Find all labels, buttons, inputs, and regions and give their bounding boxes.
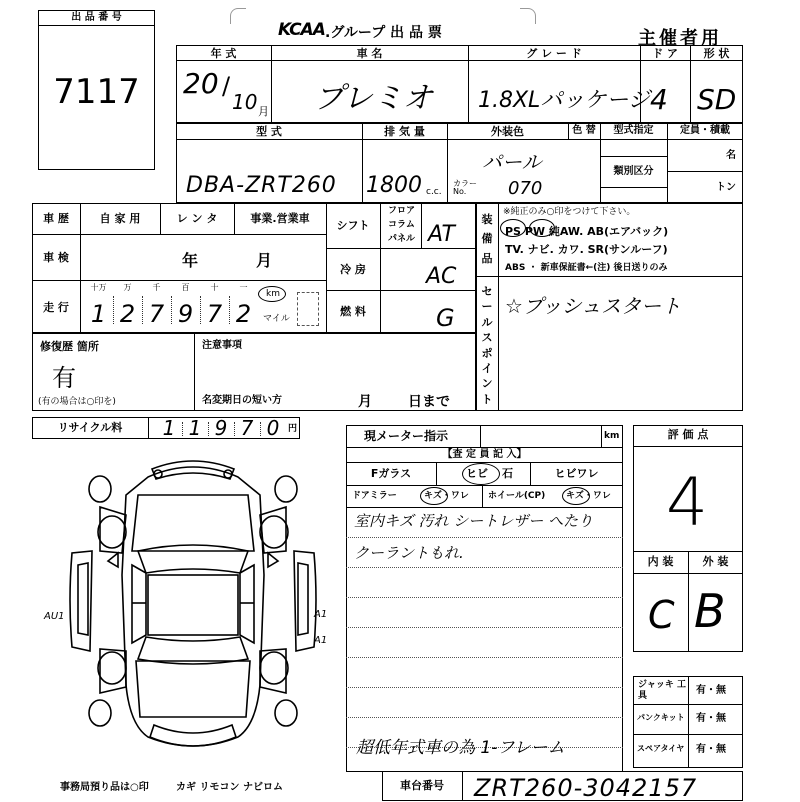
car-body-outline — [122, 467, 264, 746]
fglass-break-option[interactable]: ヒビワレ — [554, 467, 599, 480]
fglass-mark — [462, 463, 500, 485]
body-type-label: 形 状 — [703, 47, 730, 60]
model-designation-label: 型式指定 — [613, 125, 654, 136]
wheel-label: ホイール(CP) — [488, 491, 546, 501]
ruled-line — [346, 687, 623, 688]
windshield — [138, 545, 248, 573]
repair-label: 修復歴 箇所 — [40, 340, 99, 353]
mileage-divider — [200, 296, 201, 324]
spare-right-tire — [275, 476, 297, 502]
office-items-list: カギ リモコン ナビロム — [176, 782, 283, 793]
mirror-circle — [420, 487, 448, 505]
remark-line3: 超低年式車の為 1-フレーム — [356, 738, 565, 758]
mileage-divider — [229, 296, 230, 324]
mile-checkbox[interactable] — [297, 292, 319, 326]
puncture-yes-no[interactable]: 有・無 — [696, 713, 726, 724]
month-unit: 月 — [258, 105, 269, 118]
wheel-damage[interactable]: キズ・ワレ — [566, 491, 611, 501]
grade-label: グ レ ー ド — [526, 47, 582, 60]
ruled-line — [346, 717, 623, 718]
trunk — [136, 661, 250, 717]
damage-mark-left: AU1 — [44, 611, 65, 622]
meter-km: km — [604, 431, 620, 441]
sales-point-vertical-label: セールスポイント — [481, 285, 493, 406]
mileage-digit: 7 — [148, 300, 165, 328]
mile-unit: マイル — [263, 314, 290, 324]
equipment-vertical-label: 装備品 — [481, 213, 493, 265]
recycle-digit: 0 — [266, 416, 280, 440]
meter-label: 現メーター指示 — [364, 429, 449, 443]
name-change-label: 名変期日の短い方 — [202, 395, 282, 406]
caution-label: 注意事項 — [202, 340, 242, 351]
shift-label: シフト — [336, 219, 370, 232]
doors-label: ド ア — [652, 47, 678, 60]
history-label: 車 歴 — [43, 212, 69, 225]
inspection-label: 車 検 — [43, 251, 69, 264]
year-slash: / — [222, 72, 231, 100]
mileage-digit: 2 — [235, 300, 252, 328]
rear-bumper — [150, 725, 236, 746]
color-no-value: 070 — [508, 178, 543, 199]
spare-label: スペアタイヤ — [637, 744, 685, 753]
ac-value: AC — [426, 264, 457, 289]
name-change-day: 日まで — [408, 394, 450, 410]
doors-value: 4 — [650, 83, 668, 116]
mileage-digit-label: 十 — [210, 283, 219, 292]
spare-bl-tire — [89, 700, 111, 726]
grade-value: 1.8XLパッケージ — [478, 88, 650, 113]
lot-label: 出 品 番 号 — [71, 12, 122, 23]
pw-circle — [529, 219, 555, 237]
equipment-line2: TV. ナビ. カワ. SR(サンルーフ) — [505, 243, 668, 256]
office-items-label: 事務局預り品は○印 — [60, 782, 149, 793]
mileage-digit-label: 千 — [152, 283, 161, 292]
unit-ton: トン — [716, 182, 736, 193]
door-mirror-damage[interactable]: キズ・ワレ — [424, 491, 469, 501]
repair-note: (有の場合は○印を) — [38, 397, 116, 407]
wheel-circle — [562, 487, 590, 505]
front-right-tire — [260, 516, 288, 548]
month-value: 10 — [232, 90, 258, 114]
equipment-line3: ABS ・ 新車保証書←(注) 後日送りのみ — [505, 263, 668, 273]
exterior-grade: B — [694, 584, 726, 638]
model-value: DBA-ZRT260 — [186, 173, 337, 198]
car-damage-diagram — [60, 455, 350, 775]
inspection-month-unit: 月 — [256, 251, 273, 270]
recycle-label: リサイクル料 — [57, 421, 123, 434]
equipment-note: ※純正のみ○印をつけて下さい。 — [503, 207, 636, 217]
fuel-value: G — [436, 304, 455, 332]
equipment-line1: PS PW 純AW. AB(エアバック) — [505, 225, 669, 238]
remark-line1: 室内キズ 汚れ シートレザー へたり — [354, 512, 594, 530]
color-no-label: カラー No. — [453, 179, 477, 196]
ruled-line — [346, 657, 623, 658]
km-unit: km — [266, 289, 280, 299]
roof — [148, 575, 238, 635]
year-value: 20 — [183, 67, 219, 100]
cc-unit: c.c. — [426, 187, 442, 197]
recycle-divider — [260, 422, 261, 436]
ps-circle — [500, 219, 526, 237]
capacity-label: 定員・積載 — [680, 125, 730, 136]
damage-mark-right-bottom: A1 — [314, 635, 328, 646]
chassis-value: ZRT260-3042157 — [474, 774, 698, 802]
rear-left-tire — [98, 652, 126, 684]
recycle-digit: 7 — [240, 416, 254, 440]
fglass-label: Fガラス — [370, 467, 412, 480]
rear-window — [138, 637, 248, 664]
jack-label: ジャッキ 工 具 — [638, 680, 686, 701]
repair-value: 有 — [52, 364, 76, 392]
recycle-divider — [208, 422, 209, 436]
yen-unit: 円 — [288, 424, 298, 434]
ac-label: 冷 房 — [340, 263, 366, 276]
sales-point-value: ☆プッシュスタート — [505, 294, 682, 318]
inspector-heading: 【査 定 員 記 入】 — [442, 449, 527, 460]
mileage-digit: 2 — [119, 300, 136, 328]
body-type-value: SD — [697, 83, 737, 116]
displacement-value: 1800 — [366, 173, 422, 198]
rear-right-tire — [260, 652, 288, 684]
spare-yes-no[interactable]: 有・無 — [696, 744, 726, 755]
mileage-digit: 7 — [206, 300, 223, 328]
recycle-digit: 9 — [214, 416, 228, 440]
fglass-crack-option[interactable]: ヒビ — [466, 467, 488, 480]
exterior-color-value: パール — [482, 150, 542, 174]
damage-mark-right-top: A1 — [314, 609, 328, 620]
score-value: 4 — [666, 464, 708, 541]
shift-floor: フロア — [388, 206, 416, 216]
spare-br-tire — [275, 700, 297, 726]
business-option[interactable]: 事業.営業車 — [250, 212, 310, 225]
shift-value: AT — [428, 222, 455, 247]
name-change-month: 月 — [358, 394, 372, 410]
category-label: 類別区分 — [613, 166, 654, 177]
remark-line2: クーラントもれ. — [354, 544, 464, 562]
exterior-color-label: 外装色 — [491, 125, 524, 138]
ruled-line — [346, 567, 623, 568]
form-title: .グループ 出 品 票 — [325, 25, 442, 41]
corner-mark — [520, 8, 536, 24]
mileage-label: 走 行 — [43, 301, 69, 314]
interior-grade: C — [648, 593, 675, 637]
mileage-digit: 9 — [177, 300, 194, 328]
mileage-divider — [113, 296, 114, 324]
mileage-digit-label: 一 — [239, 283, 248, 292]
score-label: 評 価 点 — [667, 428, 709, 441]
chassis-label: 車台番号 — [400, 779, 444, 792]
organizer-label: 主催者用 — [638, 28, 722, 49]
spare-left-tire — [89, 476, 111, 502]
private-use-option[interactable]: 自 家 用 — [99, 212, 141, 225]
puncture-label: パンクキット — [637, 713, 685, 722]
color-change-label: 色 替 — [572, 125, 596, 136]
shift-column: コラム — [388, 220, 415, 230]
shift-panel: パネル — [388, 234, 416, 244]
fglass-stone-option[interactable]: 石 — [502, 467, 513, 480]
mileage-digit-label: 十万 — [90, 283, 107, 292]
displacement-label: 排 気 量 — [384, 125, 425, 138]
front-left-tire — [98, 516, 126, 548]
front-bumper — [152, 461, 234, 479]
unit-person: 名 — [726, 150, 736, 161]
ruled-line — [346, 627, 623, 628]
lot-number: 7117 — [53, 72, 140, 112]
jack-yes-no[interactable]: 有・無 — [696, 685, 726, 696]
ruled-line — [346, 597, 623, 598]
mileage-digit-label: 万 — [123, 283, 132, 292]
mileage-digit: 1 — [90, 300, 107, 328]
recycle-divider — [182, 422, 183, 436]
mileage-divider — [142, 296, 143, 324]
fuel-label: 燃 料 — [340, 305, 366, 318]
recycle-divider — [234, 422, 235, 436]
exterior-label: 外 装 — [702, 555, 729, 568]
car-name-label: 車 名 — [356, 47, 383, 60]
year-label: 年 式 — [210, 47, 237, 60]
recycle-digit: 1 — [162, 416, 176, 440]
model-label: 型 式 — [256, 125, 282, 138]
inspection-year-unit: 年 — [182, 251, 199, 270]
rental-option[interactable]: レ ン タ — [176, 212, 218, 225]
corner-mark — [230, 8, 246, 24]
hood — [132, 495, 254, 551]
mileage-digit-label: 百 — [181, 283, 190, 292]
ruled-line — [346, 537, 623, 538]
car-name-value: プレミオ — [314, 81, 433, 116]
mileage-divider — [171, 296, 172, 324]
interior-label: 内 装 — [647, 555, 674, 568]
kcaa-logo: KCAA — [278, 20, 325, 40]
recycle-digit: 1 — [188, 416, 202, 440]
door-mirror-label: ドアミラー — [352, 491, 397, 501]
